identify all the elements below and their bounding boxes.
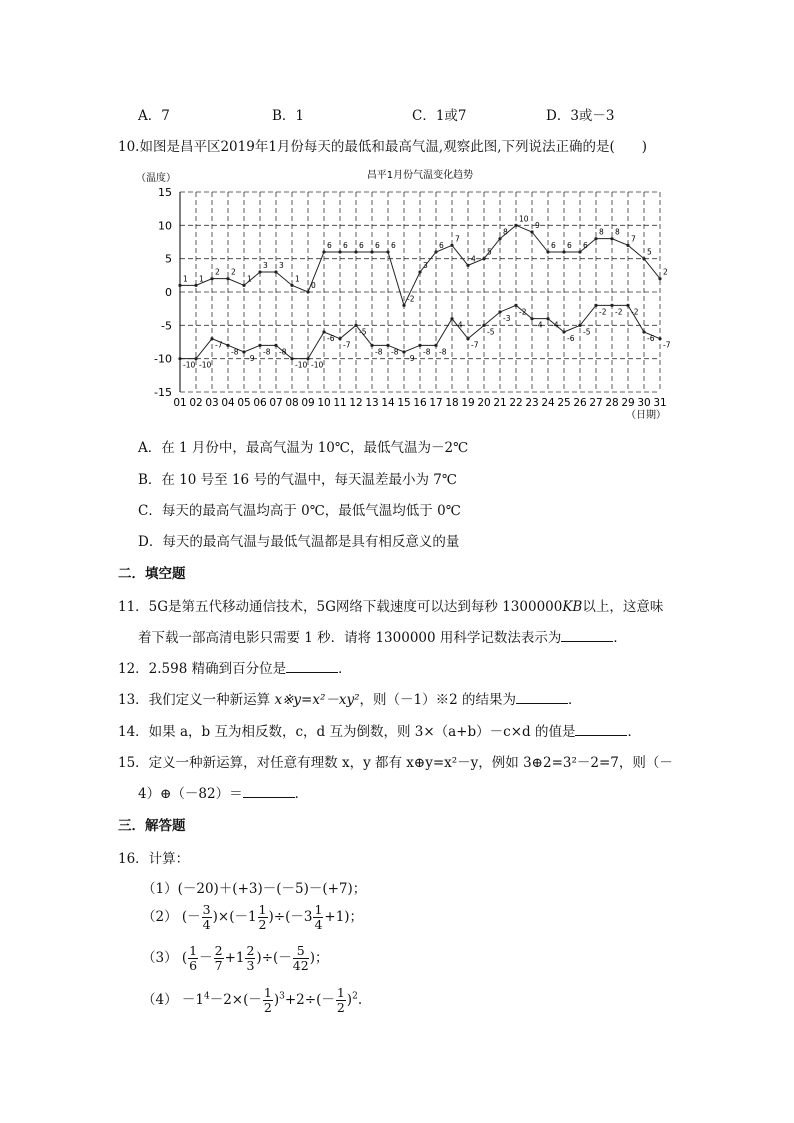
q13-text-b: ，则（－1）※2 的结果为	[359, 692, 517, 708]
q15-text-b: 4）⊕（－82）＝	[138, 786, 243, 802]
data-point	[642, 330, 645, 333]
data-point	[210, 277, 213, 280]
q9-option-b: B．1	[272, 108, 305, 124]
data-point	[498, 237, 501, 240]
data-label: 8	[503, 227, 508, 237]
data-label: 5	[487, 247, 492, 257]
data-point	[194, 357, 197, 360]
q10-option-d: D．每天的最高气温与最低气温都是具有相反意义的量	[138, 534, 460, 550]
data-label: -7	[471, 340, 479, 350]
x-tick-label: 06	[253, 397, 267, 409]
data-point	[402, 304, 405, 307]
data-point	[594, 304, 597, 307]
x-tick-label: 14	[381, 397, 395, 409]
x-tick-label: 22	[509, 397, 523, 409]
data-label: 3	[279, 261, 284, 270]
data-point	[514, 304, 517, 307]
data-point	[274, 344, 277, 347]
data-point	[546, 250, 549, 253]
data-label: -9	[247, 354, 255, 363]
q12-end: ．	[338, 661, 352, 677]
y-tick-label: 5	[165, 252, 172, 266]
q16-part-3: （3） ( $\frac{1}{6}$ － $\frac{2}{7}$ +1 $\frac{2}{3}$ )÷(－ $\frac{5}{42}$ )；	[142, 943, 329, 973]
data-label: -5	[359, 327, 367, 337]
q11-text-a: 11．5G是第五代移动通信技术，5G网络下载速度可以达到每秒 1300000	[118, 599, 563, 615]
data-point	[434, 250, 437, 253]
data-point	[626, 244, 629, 247]
data-label: -8	[439, 347, 447, 357]
data-label: 6	[551, 241, 556, 250]
data-label: -8	[375, 347, 383, 357]
data-point	[226, 277, 229, 280]
answer-blank[interactable]	[286, 660, 338, 673]
data-label: -7	[663, 340, 671, 350]
answer-blank[interactable]	[561, 629, 613, 642]
x-tick-label: 28	[605, 397, 619, 409]
data-label: -8	[279, 347, 287, 357]
x-tick-label: 16	[413, 397, 427, 409]
q16-title: 16．计算：	[118, 851, 190, 867]
q16-part-4-label: （4）	[142, 992, 178, 1008]
x-tick-label: 31	[653, 397, 667, 409]
data-point	[290, 357, 293, 360]
q16-part-3-label: （3）	[142, 950, 178, 966]
q14	[118, 720, 641, 740]
data-point	[578, 250, 581, 253]
q9-option-a: A．7	[138, 108, 170, 124]
data-point	[306, 290, 309, 293]
y-tick-label: 15	[158, 186, 172, 199]
data-label: 7	[455, 234, 460, 244]
data-point	[274, 270, 277, 273]
y-axis-label: （温度）	[136, 173, 176, 184]
data-point	[322, 250, 325, 253]
data-label: -2	[631, 307, 639, 317]
data-label: 6	[327, 241, 332, 250]
data-label: 2	[663, 267, 668, 277]
q10-option-b: B．在 10 号至 16 号的气温中，每天温差最小为 7℃	[138, 472, 457, 488]
x-tick-label: 21	[493, 397, 507, 409]
data-point	[290, 284, 293, 287]
data-label: 1	[247, 274, 252, 284]
section-heading-fill-blank: 二．填空题	[118, 566, 186, 582]
q11-kb: KB	[562, 599, 583, 615]
q13-expression: x※y=x²－xy²	[274, 692, 360, 708]
data-point	[194, 284, 197, 287]
data-point	[306, 357, 309, 360]
x-tick-label: 11	[333, 397, 347, 409]
data-point	[482, 257, 485, 260]
data-point	[210, 337, 213, 340]
x-tick-label: 30	[637, 397, 651, 409]
data-point	[642, 257, 645, 260]
data-point	[242, 284, 245, 287]
data-label: -10	[183, 360, 196, 370]
q9-option-d: D．3或－3	[546, 108, 615, 124]
data-point	[338, 250, 341, 253]
data-point	[418, 344, 421, 347]
x-tick-label: 13	[365, 397, 379, 409]
data-point	[242, 350, 245, 353]
data-point	[450, 317, 453, 320]
x-tick-label: 26	[573, 397, 587, 409]
data-point	[658, 337, 661, 340]
answer-blank[interactable]	[516, 691, 568, 704]
data-point	[530, 230, 533, 233]
data-label: -8	[391, 347, 399, 357]
data-label: -10	[199, 360, 212, 370]
x-tick-label: 01	[173, 397, 187, 409]
x-tick-label: 17	[429, 397, 443, 409]
q10-option-a: A．在 1 月份中，最高气温为 10℃，最低气温为－2℃	[138, 440, 469, 456]
q13-text-a: 13．我们定义一种新运算	[118, 692, 275, 708]
data-point	[562, 250, 565, 253]
data-point	[258, 344, 261, 347]
data-label: 3	[263, 261, 268, 270]
x-tick-label: 20	[477, 397, 491, 409]
y-tick-label: 10	[158, 219, 172, 233]
data-label: -3	[503, 314, 511, 323]
data-label: 4	[471, 254, 476, 264]
q11-line-2	[138, 626, 627, 646]
q15-end: ．	[294, 786, 309, 802]
data-point	[386, 344, 389, 347]
data-label: 3	[423, 261, 428, 270]
y-tick-label: -5	[161, 319, 172, 333]
data-label: -8	[263, 347, 271, 357]
y-tick-label: 0	[165, 286, 172, 299]
q15-line-1: 15．定义一种新运算，对任意有理数 x，y 都有 x⊕y=x²－y，例如 3⊕2=3²－2=7，则（－	[118, 755, 673, 771]
x-axis-label: （日期）	[626, 410, 666, 421]
data-label: -6	[327, 334, 335, 343]
data-point	[178, 357, 181, 360]
data-label: -7	[215, 340, 223, 350]
q12-text: 12．2.598 精确到百分位是	[118, 661, 287, 677]
data-label: 1	[199, 274, 204, 284]
x-tick-label: 19	[461, 397, 475, 409]
chart-title: 昌平1月份气温变化趋势	[366, 170, 474, 181]
q16-part-2: （2） (－ $\frac{3}{4}$ )×(－1 $\frac{1}{2}$ )÷(－3 $\frac{1}{4}$ +1)；	[142, 902, 364, 932]
data-label: -2	[615, 307, 623, 317]
x-tick-label: 07	[269, 397, 283, 409]
data-label: -7	[343, 340, 351, 350]
data-label: 0	[311, 281, 316, 290]
data-point	[466, 337, 469, 340]
data-point	[226, 344, 229, 347]
q16-part-2-label: （2）	[142, 909, 178, 925]
data-point	[498, 310, 501, 313]
data-label: -10	[311, 360, 324, 370]
x-tick-label: 18	[445, 397, 459, 409]
x-tick-label: 12	[349, 397, 363, 409]
x-tick-label: 03	[205, 397, 219, 409]
data-point	[610, 304, 613, 307]
data-label: 6	[343, 241, 348, 250]
answer-blank[interactable]	[575, 723, 627, 736]
data-label: 5	[647, 247, 652, 257]
data-point	[258, 270, 261, 273]
data-point	[386, 250, 389, 253]
q16-part-4: $(4) -1^4-2\times(-$ $\frac{1}{2}$ )$^3$+2÷(－ $\frac{1}{2}$ )$^2$.	[142, 985, 363, 1015]
data-label: -5	[583, 327, 591, 337]
x-tick-label: 05	[237, 397, 251, 409]
data-point	[338, 337, 341, 340]
x-tick-label: 02	[189, 397, 203, 409]
data-label: 9	[535, 221, 540, 230]
temperature-line-chart	[132, 165, 672, 427]
data-label: 8	[615, 227, 620, 237]
x-tick-label: 24	[541, 397, 555, 409]
q12	[118, 657, 352, 677]
data-point	[322, 330, 325, 333]
data-label: -8	[231, 347, 239, 357]
data-point	[450, 244, 453, 247]
data-point	[546, 317, 549, 320]
data-label: 6	[375, 241, 380, 250]
q15-line-2	[138, 782, 308, 802]
data-point	[610, 237, 613, 240]
q14-text: 14．如果 a，b 互为相反数，c，d 互为倒数，则 3×（a+b）－c×d 的值是	[118, 724, 576, 740]
y-tick-label: -15	[154, 386, 172, 399]
x-tick-label: 27	[589, 397, 603, 409]
q11-text-b: 以上，这意味	[582, 599, 664, 615]
x-tick-label: 04	[221, 397, 235, 409]
data-point	[562, 330, 565, 333]
x-tick-label: 09	[301, 397, 315, 409]
data-label: 1	[183, 274, 188, 284]
q13-end: ．	[568, 692, 582, 708]
data-label: -9	[407, 354, 415, 363]
q16-part-1: （1）(－20)＋(+3)－(－5)－(+7)；	[142, 881, 367, 897]
data-point	[578, 324, 581, 327]
y-tick-label: -10	[154, 352, 172, 366]
data-label: 6	[391, 241, 396, 250]
section-heading-solve: 三．解答题	[118, 818, 186, 834]
data-label: 6	[583, 241, 588, 250]
data-label: 6	[359, 241, 364, 250]
data-point	[594, 237, 597, 240]
q11-text-c: 着下载一部高清电影只需要 1 秒．请将 1300000 用科学记数法表示为	[138, 630, 562, 646]
data-point	[370, 250, 373, 253]
data-point	[626, 304, 629, 307]
data-label: -4	[535, 320, 543, 330]
data-label: 7	[631, 234, 636, 244]
data-label: 6	[567, 241, 572, 250]
data-point	[482, 324, 485, 327]
q14-end: ．	[627, 724, 641, 740]
data-point	[466, 264, 469, 267]
data-label: 2	[231, 267, 236, 277]
data-label: 6	[439, 241, 444, 250]
data-label: -2	[407, 294, 415, 304]
data-point	[434, 344, 437, 347]
data-label: -6	[647, 334, 655, 343]
x-tick-label: 25	[557, 397, 571, 409]
data-label: 2	[215, 267, 220, 277]
data-point	[370, 344, 373, 347]
q10-option-c: C．每天的最高气温均高于 0℃，最低气温均低于 0℃	[138, 503, 461, 519]
data-label: -6	[567, 334, 575, 343]
q11-end: ．	[613, 630, 627, 646]
data-label: -4	[551, 320, 559, 330]
data-label: 8	[599, 227, 604, 237]
data-label: -8	[423, 347, 431, 357]
q9-option-c: C．1或7	[412, 108, 467, 124]
data-label: -5	[487, 327, 495, 337]
data-label: -2	[599, 307, 607, 317]
data-label: -4	[455, 320, 463, 330]
data-point	[354, 324, 357, 327]
data-label: 10	[519, 214, 529, 224]
data-point	[418, 270, 421, 273]
x-tick-label: 15	[397, 397, 411, 409]
data-label: -10	[295, 360, 308, 370]
q11-line-1	[118, 595, 663, 615]
data-point	[402, 350, 405, 353]
x-tick-label: 10	[317, 397, 331, 409]
answer-blank[interactable]	[243, 785, 295, 798]
data-point	[530, 317, 533, 320]
data-label: 1	[295, 274, 300, 284]
q13	[118, 688, 582, 708]
x-tick-label: 08	[285, 397, 299, 409]
data-point	[354, 250, 357, 253]
x-tick-label: 29	[621, 397, 635, 409]
data-label: -2	[519, 307, 527, 317]
data-point	[178, 284, 181, 287]
data-point	[658, 277, 661, 280]
x-tick-label: 23	[525, 397, 539, 409]
q10-stem: 10.如图是昌平区2019年1月份每天的最低和最高气温,观察此图,下列说法正确的是( )	[118, 139, 648, 155]
data-point	[514, 224, 517, 227]
